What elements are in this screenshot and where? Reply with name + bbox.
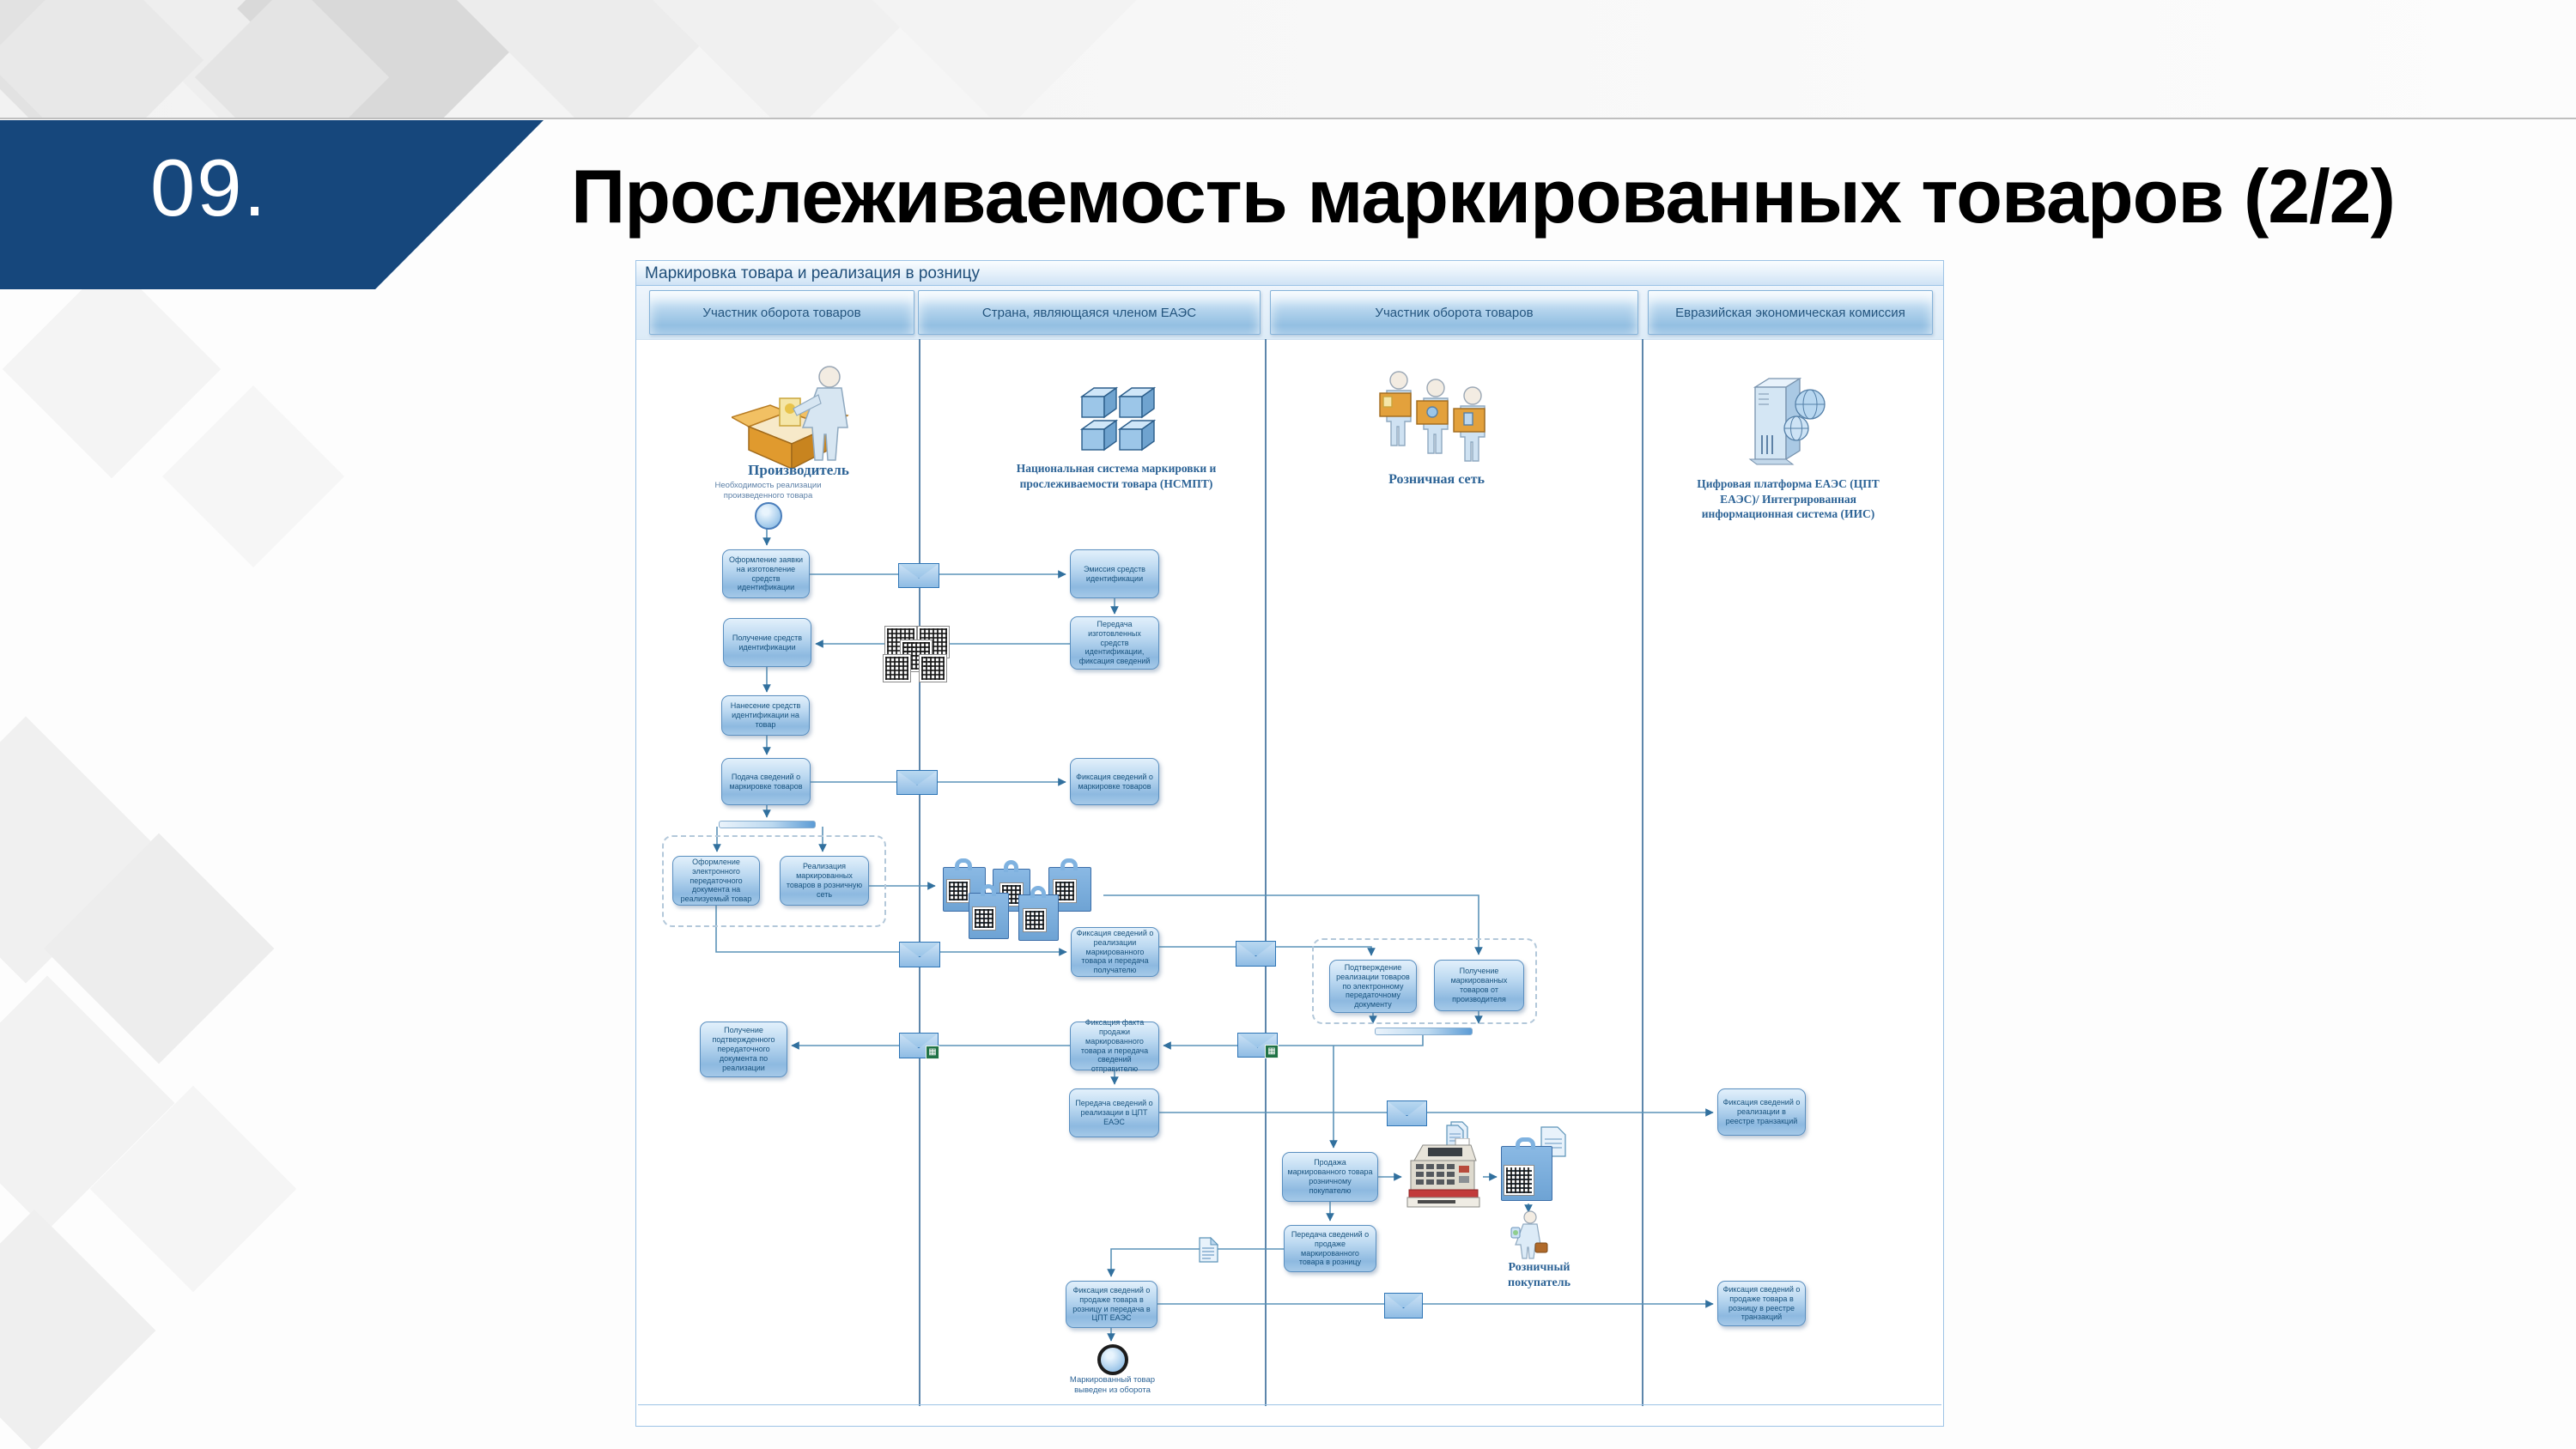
bg-diamond <box>0 1210 155 1449</box>
national-system-label: Национальная система маркировки и прослеживаемости товара (НСМПТ) <box>1016 462 1217 490</box>
national-system-cubes-icon <box>1078 383 1157 458</box>
retail-buyer-icon <box>1508 1210 1549 1264</box>
task-record-retail-sale: Фиксация сведений о продаже товара в розницу и передача в ЦПТ ЕАЭС <box>1066 1281 1157 1328</box>
pool-title: Маркировка товара и реализация в розницу <box>636 261 1943 286</box>
page-title: Прослеживаемость маркированных товаров (2/2) <box>571 154 2395 239</box>
task-record-sale-transfer: Фиксация сведений о реализации маркированного товара и передача получателю <box>1071 927 1159 977</box>
purchased-bag-icon <box>1501 1133 1570 1202</box>
message-envelope-confirmed-icon <box>899 1033 939 1058</box>
digital-platform-label: Цифровая платформа ЕАЭС (ЦПТ ЕАЭС)/ Интегрированная информационная система (ИИС) <box>1697 477 1880 521</box>
task-sell-to-buyer: Продажа маркированного товара розничному покупателю <box>1282 1152 1378 1202</box>
start-event-annotation: Необходимость реализации произведенного товара <box>714 481 822 500</box>
message-envelope-confirmed-icon <box>1237 1033 1278 1058</box>
lane-header-eaeu-country: Страна, являющаяся членом ЕАЭС <box>918 290 1261 335</box>
lane-divider-3 <box>1642 339 1643 1406</box>
task-confirm-sale-by-doc: Подтверждение реализации товаров по электронному передаточному документу <box>1329 960 1417 1013</box>
document-confirmed-badge-icon <box>926 1046 939 1059</box>
task-receive-id-means: Получение средств идентификации <box>723 618 811 667</box>
bg-diamond <box>162 385 344 567</box>
task-record-sale-fact: Фиксация факта продажи маркированного товара и передача сведений отправителю <box>1070 1022 1159 1070</box>
message-envelope-icon <box>899 942 940 967</box>
task-record-marking-info: Фиксация сведений о маркировке товаров <box>1070 758 1159 805</box>
lane-header-participant-1: Участник оборота товаров <box>649 290 914 335</box>
lane-header-eec: Евразийская экономическая комиссия <box>1648 290 1933 335</box>
task-request-id-means: Оформление заявки на изготовление средств идентификации <box>722 549 810 598</box>
bg-diamond <box>847 0 1163 118</box>
cash-register-icon <box>1406 1138 1485 1215</box>
task-create-transfer-doc: Оформление электронного передаточного документа на реализуемый товар <box>672 856 760 906</box>
task-record-sale-registry: Фиксация сведений о реализации в реестре транзакций <box>1717 1088 1806 1136</box>
message-envelope-icon <box>1236 941 1276 967</box>
band-divider-line <box>0 118 2576 119</box>
lane-divider-2 <box>1265 339 1267 1406</box>
lane-divider-1 <box>919 339 920 1406</box>
end-event-circle <box>1097 1344 1128 1375</box>
slide-number: 09. <box>150 142 268 233</box>
task-send-retail-sale-info: Передача сведений о продаже маркированного товара в розницу <box>1284 1225 1376 1272</box>
task-receive-marked-goods: Получение маркированных товаров от производителя <box>1434 960 1524 1011</box>
end-event-annotation: Маркированный товар выведен из оборота <box>1069 1375 1156 1395</box>
task-send-sale-info-cpt: Передача сведений о реализации в ЦПТ ЕАЭС <box>1069 1088 1159 1137</box>
start-event-circle <box>755 502 782 530</box>
retail-network-label: Розничная сеть <box>1388 472 1485 487</box>
retail-network-icon <box>1376 369 1497 476</box>
slide-number-banner <box>0 120 567 289</box>
retail-buyer-label: Розничный покупатель <box>1508 1261 1571 1290</box>
task-receive-confirmed-doc: Получение подтвержденного передаточного документа по реализации <box>700 1022 787 1077</box>
qr-codes-cluster-icon <box>880 624 954 681</box>
document-icon <box>1199 1237 1218 1267</box>
task-apply-id-means: Нанесение средств идентификации на товар <box>721 695 810 736</box>
producer-label: Производитель <box>748 462 849 478</box>
task-transfer-id-means: Передача изготовленных средств идентификации, фиксация сведений <box>1070 616 1159 670</box>
task-record-retail-sale-registry: Фиксация сведений о продаже товара в розницу в реестре транзакций <box>1717 1281 1806 1326</box>
bg-diamond <box>3 260 222 479</box>
message-envelope-icon <box>896 770 938 795</box>
document-confirmed-badge-icon <box>1265 1045 1279 1058</box>
parallel-join-bar <box>1375 1028 1473 1035</box>
parallel-fork-bar <box>719 821 816 828</box>
task-sell-to-retail: Реализация маркированных товаров в розничную сеть <box>780 856 869 906</box>
message-envelope-icon <box>898 563 939 588</box>
pool-bottom-line <box>638 1404 1941 1405</box>
message-envelope-icon <box>1384 1293 1423 1319</box>
task-submit-marking-info: Подача сведений о маркировке товаров <box>721 758 811 805</box>
digital-platform-server-icon <box>1740 375 1829 476</box>
task-emit-id-means: Эмиссия средств идентификации <box>1070 549 1159 598</box>
background-diamond-band <box>0 0 2576 118</box>
lane-header-participant-2: Участник оборота товаров <box>1270 290 1638 335</box>
lane-header-row <box>636 286 1943 340</box>
message-envelope-icon <box>1387 1100 1427 1126</box>
